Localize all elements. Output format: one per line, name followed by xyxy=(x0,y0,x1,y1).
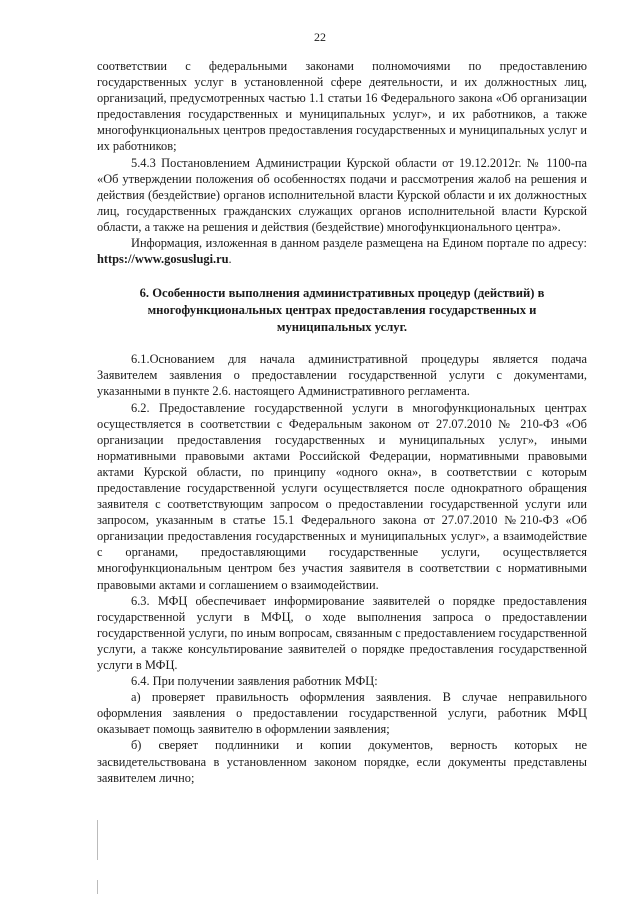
scan-artifact xyxy=(97,820,98,860)
portal-info-text: Информация, изложенная в данном разделе размещена на Едином портале по адресу: xyxy=(131,236,587,251)
paragraph-5-4-3: 5.4.3 Постановлением Администрации Курской области от 19.12.2012г. № 1100-па «Об утверждении положения об особенностях подачи и рассмотрения жалоб на решения и действия (бездействие) органов исполнительной власти Курской области и их должностных лиц, государственных гражданских служащих органов исполнительной власти Курской области, а также на решения и действия (бездействие) многофункционального центра». xyxy=(97,155,587,234)
paragraph-6-4: 6.4. При получении заявления работник МФЦ: xyxy=(131,674,378,689)
paragraph-6-3: 6.3. МФЦ обеспечивает информирование заявителей о порядке предоставления государственной услуги в МФЦ, о ходе выполнения запроса о предоставлении государственной услуги, по иным вопросам, связанным с предоставлением государственной услуги, а также консультирование заявителей о порядке предоставления государственной услуги в МФЦ. xyxy=(97,593,587,672)
portal-info-end: . xyxy=(228,252,232,267)
paragraph-portal-info xyxy=(97,235,587,267)
section-6-heading: 6. Особенности выполнения административных процедур (действий) в многофункциональных центрах предоставления государственных и муниципальных услуг. xyxy=(139,286,545,335)
page-number: 22 xyxy=(314,30,326,44)
paragraph-6-1: 6.1.Основанием для начала административной процедуры является подача Заявителем заявления о предоставлении государственной услуги с документами, указанными в пункте 2.6. настоящего Административного регламента. xyxy=(97,352,587,399)
scan-artifact xyxy=(97,880,98,894)
spacer xyxy=(97,267,587,285)
spacer xyxy=(97,336,587,351)
document-body xyxy=(97,58,587,786)
paragraph-6-4-b: б) сверяет подлинники и копии документов, верность которых не засвидетельствована в установленном законом порядке, если документы представлены заявителем лично; xyxy=(97,738,587,785)
paragraph-6-4-a: а) проверяет правильность оформления заявления. В случае неправильного оформления заявления о предоставлении государственной услуги, работник МФЦ оказывает помощь заявителю в оформлении заявления; xyxy=(97,690,587,737)
gosuslugi-link[interactable]: https://www.gosuslugi.ru xyxy=(97,252,229,267)
paragraph-6-2: 6.2. Предоставление государственной услуги в многофункциональных центрах осуществляется в соответствии с Федеральным законом от 27.07.2010 № 210-ФЗ «Об организации предоставления государственных и муниципальных услуг», иными нормативными правовыми актами Российской Федерации, нормативными правовыми актами Курской области, по принципу «одного окна», в соответствии с которым предоставление государственной услуги осуществляется после однократного обращения заявителя с соответствующим запросом о предоставлении государственной услуги или запросом, указанным в статье 15.1 Федерального закона от 27.07.2010 №210-ФЗ «Об организации предоставления государственных и муниципальных услуг», а взаимодействие с органами, предоставляющими государственные услуги, осуществляется многофункциональным центром без участия заявителя в соответствии с нормативными правовыми актами и соглашением о взаимодействии. xyxy=(97,400,587,592)
paragraph-5-4-2-continuation: соответствии с федеральными законами полномочиями по предоставлению государственных услуг в установленной сфере деятельности, и их должностных лиц, организаций, предусмотренных частью 1.1 статьи 16 Федерального закона «Об организации предоставления государственных и муниципальных услуг», и их работников, а также многофункциональных центров предоставления государственных и муниципальных услуг и их работников; xyxy=(97,59,587,154)
